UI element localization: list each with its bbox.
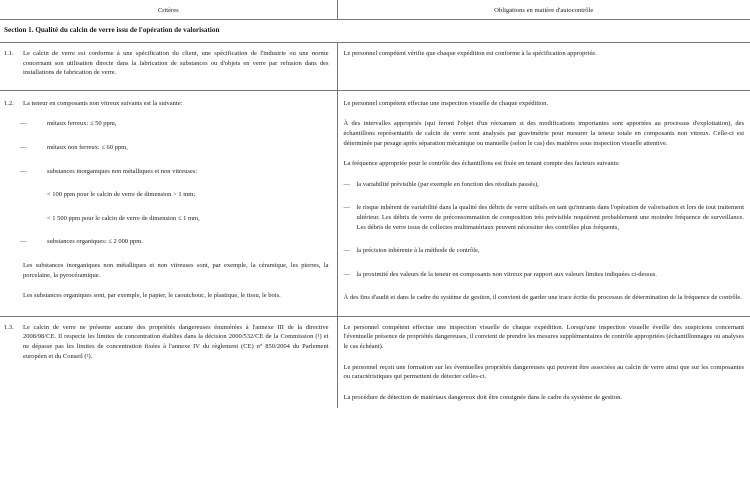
table-row	[0, 316, 750, 408]
criteria-text: Le calcin de verre ne présente aucune des propriétés dangereuses énumérées à l'annexe III de la directive 2008/98/CE. Il respecte les limites de concentration établies dans la décision 2000/532/CE de la Commission (¹) et ne dépasse pas les limites de concentration fixées à l'annexe IV du règlement (CE) n° 850/2004 du Parlement européen et du Conseil (²).	[23, 323, 329, 360]
criteria-note: Les substances organiques sont, par exemple, le papier, le caoutchouc, le plastique, le tissu, le bois.	[23, 292, 281, 300]
obligation-cell	[337, 43, 750, 91]
list-subitem: < 100 ppm pour le calcin de verre de dimension > 1 mm;	[47, 191, 196, 199]
list-item: — substances inorganiques non métalliques et non vitreuses:	[20, 167, 198, 175]
section-row	[0, 20, 750, 43]
section-title: Section 1. Qualité du calcin de verre issu de l'opération de valorisation	[0, 20, 750, 43]
criteria-intro: La teneur en composants non vitreux suivants est la suivante:	[23, 99, 183, 107]
criteria-cell	[0, 90, 337, 316]
row-number: 1.2.	[4, 99, 14, 107]
table-row	[0, 90, 750, 316]
list-item: — métaux non ferreux: ≤ 60 ppm,	[20, 143, 128, 151]
list-item: — substances organiques: ≤ 2 000 ppm.	[20, 238, 143, 246]
obligation-paragraph: La fréquence appropriée pour le contrôle des échantillons est fixée en tenant compte des facteurs suivants:	[343, 160, 620, 168]
obligation-paragraph: Le personnel reçoit une formation sur les éventuelles propriétés dangereuses qui peuvent être associées au calcin de verre ainsi que sur les composantes ou caractéristiques qui permettent de détecter celles-ci.	[343, 363, 744, 381]
obligation-cell	[337, 90, 750, 316]
obligation-paragraph: À des intervalles appropriés (qui feront l'objet d'un réexamen si des modifications importantes sont apportées au processus d'exploitation), des échantillons représentatifs de calcin de verre sont analysés par gravimétrie pour mesurer la teneur totale en composants non vitreux. Celle-ci est déterminée par pesage après séparation mécanique ou manuelle (selon le cas) des matières sous inspection visuelle attentive.	[343, 120, 744, 147]
obligation-text: Le personnel compétent vérifie que chaque expédition est conforme à la spécification appropriée.	[343, 50, 597, 57]
obligation-cell	[337, 316, 750, 408]
obligation-paragraph: À des fins d'audit et dans le cadre du système de gestion, il convient de garder une trace écrite du processus de détermination de la fréquence de contrôle.	[343, 294, 742, 302]
criteria-text: Le calcin de verre est conforme à une spécification du client, une spécification de l'industrie ou une norme concernant son utilisation directe dans la fabrication de substances ou d'objets en verre par refusion dans des installations de fabrication de verre.	[23, 50, 329, 77]
obligation-paragraph: Le personnel compétent effectue une inspection visuelle de chaque expédition. Lorsqu'une inspection visuelle éveille des suspicions concernant l'éventuelle présence de propriétés dangereuses, il convient de prendre les mesures supplémentaires de contrôle appropriées (échantillonnages ou analyses le cas échéant).	[343, 323, 744, 350]
obligation-paragraph: La procédure de détection de matériaux dangereux doit être consignée dans le cadre du système de gestion.	[343, 393, 622, 401]
row-number: 1.1.	[4, 50, 14, 57]
row-number: 1.3.	[4, 323, 14, 331]
table-header-row	[0, 0, 750, 20]
criteria-cell	[0, 43, 337, 91]
header-criteria: Critères	[0, 0, 337, 20]
list-subitem: < 1 500 ppm pour le calcin de verre de dimension ≤ 1 mm,	[47, 214, 200, 222]
criteria-note: Les substances inorganiques non métalliques et non vitreuses sont, par exemple, la céramique, les pierres, la porcelaine, la pyrocéramique.	[23, 261, 329, 279]
list-item: — la proximité des valeurs de la teneur en composants non vitreux par rapport aux valeurs limites indiquées ci-dessus.	[343, 270, 657, 278]
criteria-cell	[0, 316, 337, 408]
list-item: — métaux ferreux: ≤ 50 ppm,	[20, 120, 117, 128]
header-obligations: Obligations en matière d'autocontrôle	[337, 0, 750, 20]
list-item: — la précision inhérente à la méthode de contrôle,	[343, 247, 480, 255]
obligation-paragraph: Le personnel compétent effectue une inspection visuelle de chaque expédition.	[343, 99, 549, 107]
table-row	[0, 43, 750, 91]
list-item: — le risque inhérent de variabilité dans la qualité des débris de verre utilisés en tant qu'intrants dans l'opération de valorisation et lors de tout traitement ultérieur. Les débris de verre de préconsommation de composition très prévisible requièrent probablement une moindre fréquence de surveillance. Les débris de verre issus de collectes multimatériaux peuvent nécessiter des contrôles plus fréquents,	[343, 204, 744, 231]
list-item: — la variabilité prévisible (par exemple en fonction des résultats passés),	[343, 180, 539, 188]
